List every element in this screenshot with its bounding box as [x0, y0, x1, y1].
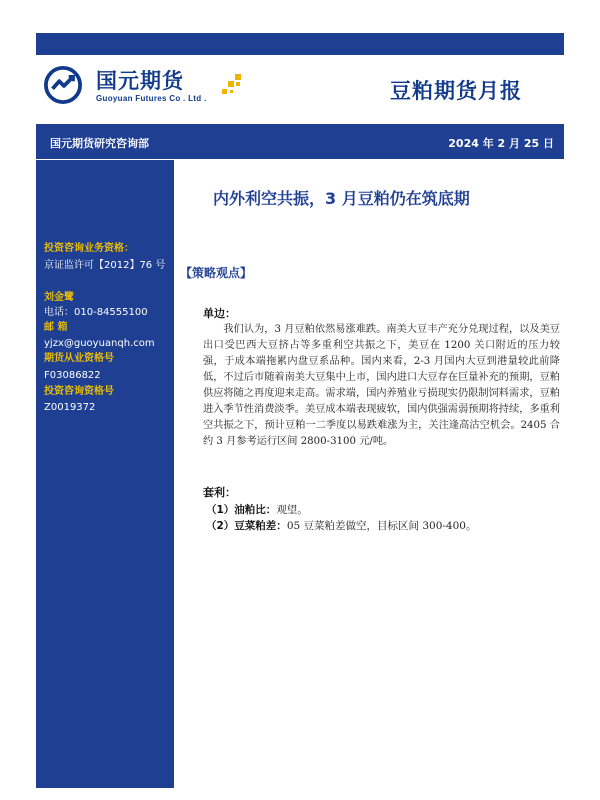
- invest-cert-number: Z0019372: [44, 402, 96, 413]
- qualification-value: 京证监许可【2012】76 号: [44, 260, 166, 271]
- arbitrage-item-text: 05 豆菜粕差做空，目标区间 300-400。: [286, 520, 477, 532]
- arbitrage-item: [206, 518, 476, 533]
- report-headline: 内外利空共振，3 月豆粕仍在筑底期: [213, 189, 470, 208]
- futures-cert-number: F03086822: [44, 370, 101, 381]
- analyst-email: yjzx@guoyuanqh.com: [44, 338, 155, 349]
- email-label: 邮 箱: [44, 322, 68, 333]
- invest-cert-label: 投资咨询资格号: [44, 386, 114, 397]
- arbitrage-item-label: （2）豆菜粕差：: [206, 520, 287, 532]
- top-banner-bar: [36, 33, 564, 55]
- strategy-section-label: 【策略观点】: [180, 266, 253, 280]
- guoyuan-logo-icon: [44, 66, 82, 104]
- arbitrage-item: [206, 502, 308, 517]
- futures-cert-label: 期货从业资格号: [44, 353, 114, 364]
- arbitrage-item-label: （1）油粕比：: [206, 504, 277, 516]
- single-side-paragraph: 我们认为，3 月豆粕依然易涨难跌。南美大豆丰产充分兑现过程，以及美豆出口受巴西大豆挤占等多重利空共振之下，美豆在 1200 关口附近的压力较强，于成本端拖累内盘豆系品种。国内来看，2-3 月国内大豆到港量较此前降低，不过后市随着南美大豆集中上市，国内进口大豆存在巨量补充的预期，豆粕供应将随之再度迎来走高。需求端，国内养殖业亏损现实仍限制饲料需求，豆粕进入季节性消费淡季。美豆成本端表现疲软，国内供强需弱预期将持续，多重利空共振之下，预计豆粕一二季度以易跌难涨为主，关注逢高沽空机会。2405 合约 3 月参考运行区间 2800-3100 元/吨。: [203, 324, 560, 447]
- analyst-name: 刘金鹭: [44, 292, 74, 303]
- logo-name: 国元期货: [96, 69, 184, 93]
- report-title: 豆粕期货月报: [390, 79, 522, 103]
- arbitrage-item-text: 观望。: [276, 504, 308, 516]
- arbitrage-heading: 套利：: [203, 486, 236, 499]
- logo-english: Guoyuan Futures Co . Ltd .: [96, 94, 207, 103]
- single-side-heading: 单边：: [203, 307, 236, 320]
- department-label: 国元期货研究咨询部: [50, 137, 149, 150]
- analyst-phone: 电话：010-84555100: [44, 307, 148, 318]
- analyst-sidebar: [36, 160, 174, 788]
- qualification-label: 投资咨询业务资格：: [44, 243, 134, 254]
- report-date: 2024 年 2 月 25 日: [448, 137, 554, 150]
- gold-dots-icon: [220, 72, 246, 98]
- info-bar: [36, 124, 564, 159]
